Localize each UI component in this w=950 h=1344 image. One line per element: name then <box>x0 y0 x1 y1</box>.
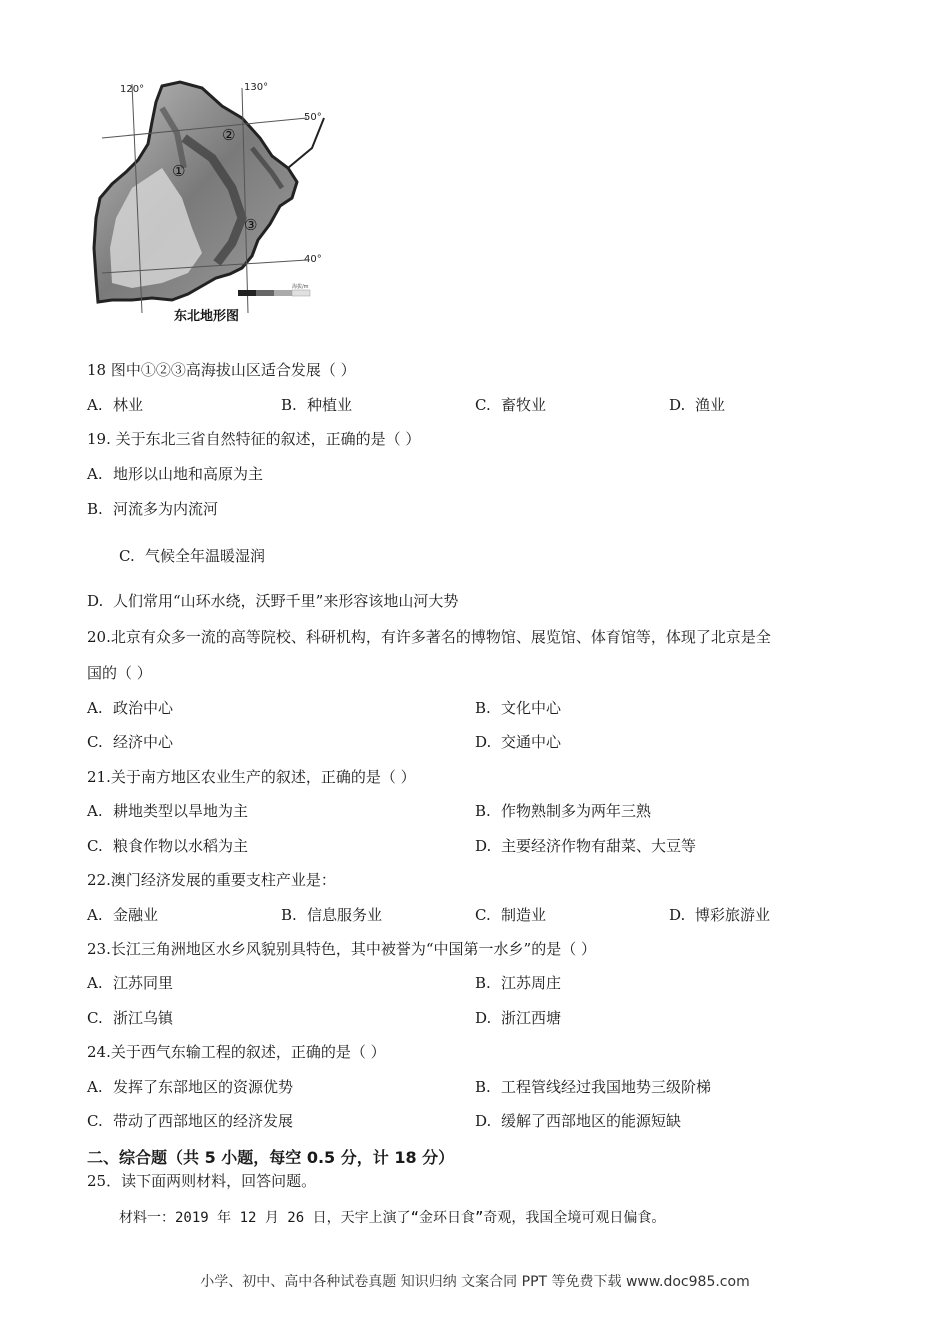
marker-2: ② <box>222 126 236 144</box>
q24-option-c: C. 带动了西部地区的经济发展 <box>87 1112 294 1130</box>
q23-option-c: C. 浙江乌镇 <box>87 1009 174 1027</box>
q21-option-b: B. 作物熟制多为两年三熟 <box>475 802 652 820</box>
q20-option-a: A. 政治中心 <box>87 699 174 717</box>
q23-option-d: D. 浙江西塘 <box>475 1009 562 1027</box>
q21-stem: 21.关于南方地区农业生产的叙述，正确的是（ ） <box>87 768 416 786</box>
map-caption: 东北地形图 <box>174 309 240 324</box>
marker-3: ③ <box>244 216 258 234</box>
lat-label-50: 50° <box>304 112 322 123</box>
page-footer: 小学、初中、高中各种试卷真题 知识归纳 文案合同 PPT 等免费下载 www.doc985.com <box>200 1274 750 1290</box>
map-image <box>92 78 330 328</box>
q24-option-d: D. 缓解了西部地区的能源短缺 <box>475 1112 682 1130</box>
q21-option-c: C. 粮食作物以水稻为主 <box>87 837 249 855</box>
q22-option-d: D. 博彩旅游业 <box>669 906 771 924</box>
q23-option-b: B. 江苏周庄 <box>475 974 562 992</box>
q19-option-d: D. 人们常用“山环水绕，沃野千里”来形容该地山河大势 <box>87 592 459 610</box>
q19-option-c: C. 气候全年温暖湿润 <box>119 547 266 565</box>
q23-option-a: A. 江苏同里 <box>87 974 174 992</box>
q23-stem: 23.长江三角洲地区水乡风貌别具特色，其中被誉为“中国第一水乡”的是（ ） <box>87 940 596 958</box>
q24-stem: 24.关于西气东输工程的叙述，正确的是（ ） <box>87 1043 386 1061</box>
q18-option-a: A. 林业 <box>87 396 144 414</box>
northeast-terrain-map <box>92 78 330 328</box>
marker-1: ① <box>172 162 186 180</box>
q21-option-d: D. 主要经济作物有甜菜、大豆等 <box>475 837 697 855</box>
q24-option-b: B. 工程管线经过我国地势三级阶梯 <box>475 1078 712 1096</box>
q21-option-a: A. 耕地类型以旱地为主 <box>87 802 249 820</box>
q20-option-d: D. 交通中心 <box>475 733 562 751</box>
q19-option-a: A. 地形以山地和高原为主 <box>87 465 264 483</box>
q18-option-c: C. 畜牧业 <box>475 396 547 414</box>
q18-option-b: B. 种植业 <box>281 396 353 414</box>
q20-option-b: B. 文化中心 <box>475 699 562 717</box>
q18-option-d: D. 渔业 <box>669 396 726 414</box>
q20-stem-line2: 国的（ ） <box>87 664 152 682</box>
q19-stem: 19. 关于东北三省自然特征的叙述，正确的是（ ） <box>87 430 421 448</box>
q22-option-a: A. 金融业 <box>87 906 159 924</box>
q19-option-b: B. 河流多为内流河 <box>87 500 219 518</box>
section2-title: 二、综合题（共 5 小题，每空 0.5 分，计 18 分） <box>87 1148 455 1167</box>
lon-label-130: 130° <box>244 82 269 93</box>
material-1: 材料一：2019 年 12 月 26 日，天宇上演了“金环日食”奇观，我国全境可观日偏食。 <box>119 1210 666 1226</box>
q22-stem: 22.澳门经济发展的重要支柱产业是： <box>87 871 336 889</box>
q20-option-c: C. 经济中心 <box>87 733 174 751</box>
q25-stem: 25．读下面两则材料，回答问题。 <box>87 1172 317 1190</box>
lat-label-40: 40° <box>304 254 322 265</box>
lon-label-120: 120° <box>120 84 145 95</box>
q22-option-c: C. 制造业 <box>475 906 547 924</box>
q22-option-b: B. 信息服务业 <box>281 906 383 924</box>
q18-stem: 18 图中①②③高海拔山区适合发展（ ） <box>87 361 356 379</box>
q20-stem-line1: 20.北京有众多一流的高等院校、科研机构，有许多著名的博物馆、展览馆、体育馆等，体现了北京是全 <box>87 628 771 646</box>
legend-label: 海拔/m <box>292 284 309 290</box>
q24-option-a: A. 发挥了东部地区的资源优势 <box>87 1078 294 1096</box>
